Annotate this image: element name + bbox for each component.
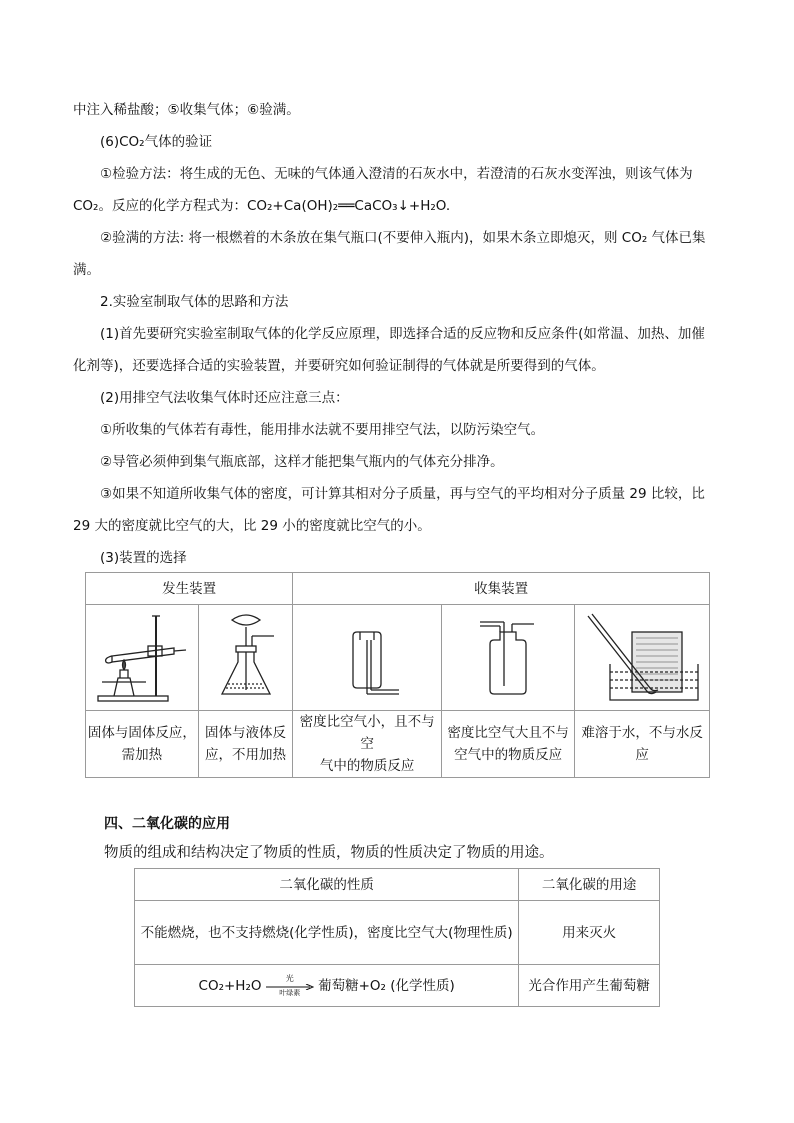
text-line: ①所收集的气体若有毒性，能用排水法就不要用排空气法，以防污染空气。 <box>100 422 545 438</box>
cell-line: 空气中的物质反应 <box>454 747 563 763</box>
equation-right: 葡萄糖+O₂ (化学性质) <box>318 977 455 994</box>
section-heading: (6)CO₂气体的验证 <box>100 134 213 150</box>
section-heading: (3)装置的选择 <box>100 550 187 566</box>
co2-use-table <box>134 868 660 1007</box>
equation-left: CO₂+H₂O <box>198 977 262 994</box>
cell-line: 密度比空气大且不与 <box>447 725 569 741</box>
use-cell: 用来灭火 <box>519 901 660 965</box>
text-line: (2)用排空气法收集气体时还应注意三点： <box>100 390 349 406</box>
cell-line: 固体与液体反 <box>205 725 286 741</box>
arrow-condition-top: 光 <box>285 973 294 983</box>
diagram-cell <box>198 605 293 711</box>
text-line: 化剂等)，还要选择合适的实验装置，并要研究如何验证制得的气体就是所要得到的气体。 <box>73 358 605 374</box>
cell-line: 密度比空气小，且不与空 <box>299 714 435 752</box>
condition-cell <box>198 711 293 778</box>
text-line: ②验满的方法: 将一根燃着的木条放在集气瓶口(不要伸入瓶内)，如果木条立即熄灭，则 CO₂ 气体已集 <box>100 230 706 246</box>
section-heading: 2.实验室制取气体的思路和方法 <box>100 294 289 310</box>
cell-line: 需加热 <box>121 747 163 763</box>
text-line: ②导管必须伸到集气瓶底部，这样才能把集气瓶内的气体充分排净。 <box>100 454 504 470</box>
condition-cell <box>442 711 575 778</box>
upward-air-collection-icon <box>468 610 548 706</box>
diagram-cell <box>442 605 575 711</box>
cell-line: 气中的物质反应 <box>319 758 415 774</box>
text-line: 中注入稀盐酸；⑤收集气体；⑥验满。 <box>73 102 300 118</box>
solid-heating-apparatus-icon <box>90 610 194 706</box>
diagram-cell <box>575 605 710 711</box>
arrow-condition-bottom: 叶绿素 <box>279 988 301 997</box>
text-line: 29 大的密度就比空气的大，比 29 小的密度就比空气的小。 <box>73 518 431 534</box>
property-cell: 不能燃烧，也不支持燃烧(化学性质)，密度比空气大(物理性质) <box>135 901 519 965</box>
header-use: 二氧化碳的用途 <box>519 869 660 901</box>
reaction-arrow <box>266 973 314 997</box>
cell-line: 应，不用加热 <box>205 747 286 763</box>
cell-line: 应 <box>635 747 649 763</box>
cell-line: 难溶于水，不与水反 <box>581 725 703 741</box>
condition-cell <box>293 711 442 778</box>
text-line: 满。 <box>73 262 100 278</box>
use-cell: 光合作用产生葡萄糖 <box>519 965 660 1007</box>
header-collection: 收集装置 <box>293 573 710 605</box>
solid-liquid-apparatus-icon <box>206 610 286 706</box>
downward-air-collection-icon <box>327 610 407 706</box>
water-displacement-icon <box>580 610 704 706</box>
equation-line: CO₂。反应的化学方程式为：CO₂+Ca(OH)₂══CaCO₃↓+H₂O. <box>73 198 451 214</box>
condition-cell <box>575 711 710 778</box>
property-cell <box>135 965 519 1007</box>
text-line: ①检验方法：将生成的无色、无味的气体通入澄清的石灰水中，若澄清的石灰水变浑浊，则该气体为 <box>100 166 693 182</box>
diagram-cell <box>293 605 442 711</box>
header-property: 二氧化碳的性质 <box>135 869 519 901</box>
section-intro: 物质的组成和结构决定了物质的性质，物质的性质决定了物质的用途。 <box>104 845 554 861</box>
section-title: 四、二氧化碳的应用 <box>104 816 230 832</box>
text-line: ③如果不知道所收集气体的密度，可计算其相对分子质量，再与空气的平均相对分子质量 29 比较，比 <box>100 486 705 502</box>
header-generation: 发生装置 <box>86 573 293 605</box>
condition-cell <box>86 711 199 778</box>
diagram-cell <box>86 605 199 711</box>
cell-line: 固体与固体反应， <box>87 725 196 741</box>
device-table <box>85 572 710 778</box>
text-line: (1)首先要研究实验室制取气体的化学反应原理，即选择合适的反应物和反应条件(如常温、加热、加催 <box>100 326 705 342</box>
